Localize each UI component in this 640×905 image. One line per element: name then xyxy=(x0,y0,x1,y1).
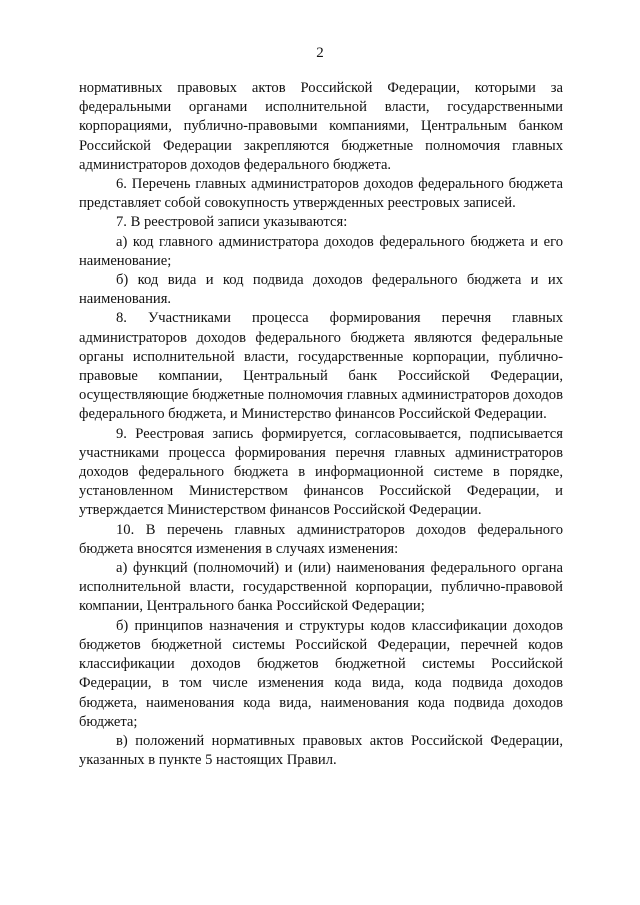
paragraph-item-9: 9. Реестровая запись формируется, согласовывается, подписывается участниками процесса формирования перечня главных администраторов доходов федерального бюджета в информационной системе в порядке, установленном Министерством финансов Российской Федерации, и утверждается Министерством финансов Российской Федерации. xyxy=(79,425,563,519)
paragraph-item-10c: в) положений нормативных правовых актов Российской Федерации, указанных в пункте 5 настоящих Правил. xyxy=(79,732,563,769)
paragraph-item-7a: а) код главного администратора доходов федерального бюджета и его наименование; xyxy=(79,233,563,269)
paragraph-item-10b: б) принципов назначения и структуры кодов классификации доходов бюджетов бюджетной системы Российской Федерации, перечней кодов классификации доходов бюджетов бюджетной системы Российской Федерации, в том числе изменения кода вида, кода подвида доходов бюджета, наименования кода вида, наименования кода подвида доходов бюджета; xyxy=(79,617,563,730)
paragraph-item-6: 6. Перечень главных администраторов доходов федерального бюджета представляет собой совокупность утвержденных реестровых записей. xyxy=(79,176,563,212)
paragraph-item-7b: б) код вида и код подвида доходов федерального бюджета и их наименования. xyxy=(79,272,563,308)
paragraph-item-10a: а) функций (полномочий) и (или) наименования федерального органа исполнительной власти, государственной корпорации, публично-правовой компании, Центрального банка Российской Федерации; xyxy=(79,560,563,615)
paragraph-continuation: нормативных правовых актов Российской Федерации, которыми за федеральными органами исполнительной власти, государственными корпорациями, публично-правовыми компаниями, Центральным банком Российской Федерации закрепляются бюджетные полномочия главных администраторов доходов федерального бюджета. xyxy=(79,80,563,173)
paragraph-item-10: 10. В перечень главных администраторов доходов федерального бюджета вносятся изменения в случаях изменения: xyxy=(79,521,563,557)
paragraph-item-8: 8. Участниками процесса формирования перечня главных администраторов доходов федерального бюджета являются федеральные органы исполнительной власти, государственные корпорации, публично-правовые компании, Центральный банк Российской Федерации, осуществляющие бюджетные полномочия главных администраторов доходов федерального бюджета, и Министерство финансов Российской Федерации. xyxy=(79,310,563,423)
page-number: 2 xyxy=(316,45,324,61)
paragraph-item-7: 7. В реестровой записи указываются: xyxy=(116,214,348,231)
document-body xyxy=(79,79,563,770)
